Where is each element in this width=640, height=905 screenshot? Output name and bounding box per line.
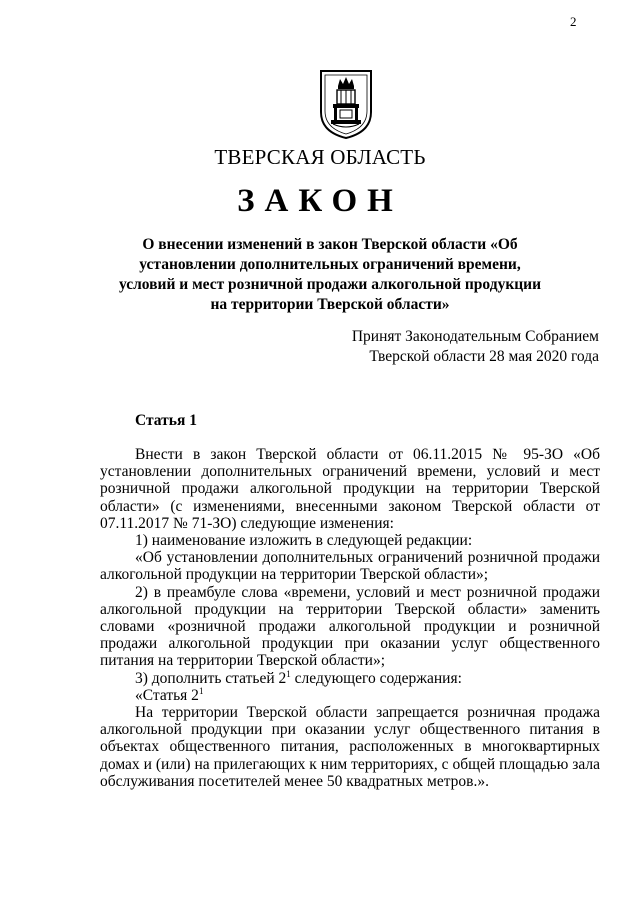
item-3-prefix: 3) дополнить статьей 2	[135, 669, 287, 687]
article-body	[100, 446, 600, 790]
item-3-suffix: следующего содержания:	[290, 669, 462, 687]
page-number: 2	[570, 14, 577, 29]
adoption-line-1: Принят Законодательным Собранием	[351, 328, 599, 345]
new-article-heading	[100, 687, 600, 704]
new-article-text: На территории Тверской области запрещается розничная продажа алкогольной продукции при оказании услуг общественного питания в объектах общественного питания, расположенных в многоквартирных домах и (или) на прилегающих к ним территориях, с общей площадью зала обслуживания посетителей менее 50 квадратных метров.».	[100, 704, 600, 790]
document-type: ЗАКОН	[237, 183, 403, 219]
adoption-note	[309, 327, 599, 367]
item-3-superscript: 1	[286, 668, 291, 679]
article-intro: Внести в закон Тверской области от 06.11.2015 № 95-ЗО «Об установлении дополнительных ограничений времени, условий и мест розничной продажи алкогольной продукции на территории Тверской области» (с изменениями, внесенными законом Тверской области от 07.11.2017 № 71-ЗО) следующие изменения:	[100, 446, 600, 532]
adoption-line-2: Тверской области 28 мая 2020 года	[369, 348, 599, 365]
item-1-quote: «Об установлении дополнительных ограничений розничной продажи алкогольной продукции на территории Тверской области»;	[100, 549, 600, 584]
item-1: 1) наименование изложить в следующей редакции:	[135, 532, 473, 550]
new-article-superscript: 1	[198, 685, 204, 696]
new-article-prefix: «Статья 2	[135, 686, 199, 704]
region-name: ТВЕРСКАЯ ОБЛАСТЬ	[214, 145, 426, 169]
article-heading: Статья 1	[135, 412, 197, 429]
tver-oblast-coat-of-arms-icon	[318, 68, 374, 140]
item-3	[100, 670, 600, 687]
item-2: 2) в преамбуле слова «времени, условий и мест розничной продажи алкогольной продукции на территории Тверской области» заменить словами «розничной продажи алкогольной продукции и розничной продажи алкогольной продукции при оказании услуг общественного питания на территории Тверской области»;	[100, 583, 600, 670]
law-title: О внесении изменений в закон Тверской области «Об установлении дополнительных ограничений времени, условий и мест розничной продажи алкогольной продукции на территории Тверской области»	[118, 236, 542, 313]
